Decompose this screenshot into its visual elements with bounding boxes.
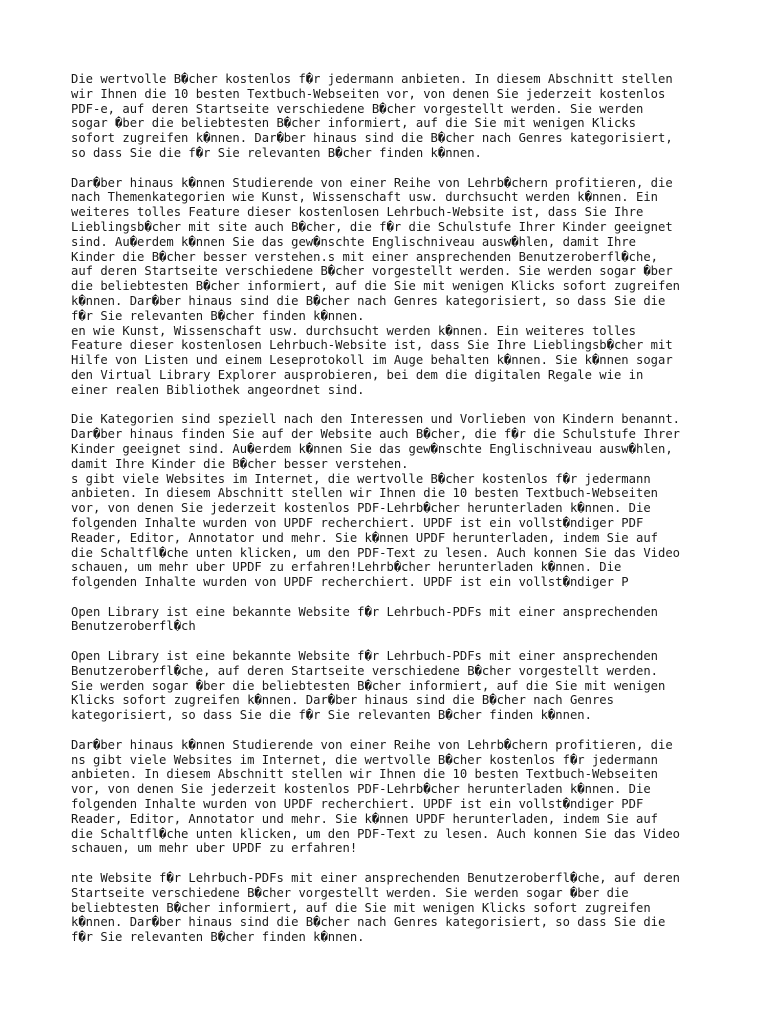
paragraph-3: Die Kategorien sind speziell nach den Interessen und Vorlieben von Kindern benannt. Dar�ber hinaus finden Sie auf der Website auch B�cher, die f�r die Schulstufe Ihrer Kinder geeignet sind. Au�erdem k�nnen Sie das gew�nschte Englischniveau ausw�hlen, damit Ihre Kinder die B�cher besser verstehen. s gibt viele Websites im Internet, die wertvolle B�cher kostenlos f�r jedermann anbieten. In diesem Abschnitt stellen wir Ihnen die 10 besten Textbuch-Webseiten vor, von denen Sie jederzeit kostenlos PDF-Lehrb�cher herunterladen k�nnen. Die folgenden Inhalte wurden von UPDF recherchiert. UPDF ist ein vollst�ndiger PDF Reader, Editor, Annotator und mehr. Sie k�nnen UPDF herunterladen, indem Sie auf die Schaltfl�che unten klicken, um den PDF-Text zu lesen. Auch konnen Sie das Video schauen, um mehr uber UPDF zu erfahren!Lehrb�cher herunterladen k�nnen. Die folgenden Inhalte wurden von UPDF recherchiert. UPDF ist ein vollst�ndiger P (71, 412, 681, 590)
paragraph-5: Open Library ist eine bekannte Website f�r Lehrbuch-PDFs mit einer ansprechenden Benutzeroberfl�che, auf deren Startseite verschiedene B�cher vorgestellt werden. Sie werden sogar �ber die beliebtesten B�cher informiert, auf die Sie mit wenigen Klicks sofort zugreifen k�nnen. Dar�ber hinaus sind die B�cher nach Genres kategorisiert, so dass Sie die f�r Sie relevanten B�cher finden k�nnen. (71, 649, 666, 723)
paragraph-6: Dar�ber hinaus k�nnen Studierende von einer Reihe von Lehrb�chern profitieren, die ns gibt viele Websites im Internet, die wertvolle B�cher kostenlos f�r jedermann anbieten. In diesem Abschnitt stellen wir Ihnen die 10 besten Textbuch-Webseiten vor, von denen Sie jederzeit kostenlos PDF-Lehrb�cher herunterladen k�nnen. Die folgenden Inhalte wurden von UPDF recherchiert. UPDF ist ein vollst�ndiger PDF Reader, Editor, Annotator und mehr. Sie k�nnen UPDF herunterladen, indem Sie auf die Schaltfl�che unten klicken, um den PDF-Text zu lesen. Auch konnen Sie das Video schauen, um mehr uber UPDF zu erfahren! (71, 737, 681, 856)
document-page (71, 72, 711, 960)
paragraph-2: Dar�ber hinaus k�nnen Studierende von einer Reihe von Lehrb�chern profitieren, die nach Themenkategorien wie Kunst, Wissenschaft usw. durchsucht werden k�nnen. Ein weiteres tolles Feature dieser kostenlosen Lehrbuch-Website ist, dass Sie Ihre Lieblingsb�cher mit site auch B�cher, die f�r die Schulstufe Ihrer Kinder geeignet sind. Au�erdem k�nnen Sie das gew�nschte Englischniveau ausw�hlen, damit Ihre Kinder die B�cher besser verstehen.s mit einer ansprechenden Benutzeroberfl�che, auf deren Startseite verschiedene B�cher vorgestellt werden. Sie werden sogar �ber die beliebtesten B�cher informiert, auf die Sie mit wenigen Klicks sofort zugreifen k�nnen. Dar�ber hinaus sind die B�cher nach Genres kategorisiert, so dass Sie die f�r Sie relevanten B�cher finden k�nnen. en wie Kunst, Wissenschaft usw. durchsucht werden k�nnen. Ein weiteres tolles Feature dieser kostenlosen Lehrbuch-Website ist, dass Sie Ihre Lieblingsb�cher mit Hilfe von Listen und einem Leseprotokoll im Auge behalten k�nnen. Sie k�nnen sogar den Virtual Library Explorer ausprobieren, bei dem die digitalen Regale wie in einer realen Bibliothek angeordnet sind. (71, 175, 681, 397)
paragraph-7: nte Website f�r Lehrbuch-PDFs mit einer ansprechenden Benutzeroberfl�che, auf deren Startseite verschiedene B�cher vorgestellt werden. Sie werden sogar �ber die beliebtesten B�cher informiert, auf die Sie mit wenigen Klicks sofort zugreifen k�nnen. Dar�ber hinaus sind die B�cher nach Genres kategorisiert, so dass Sie die f�r Sie relevanten B�cher finden k�nnen. (71, 871, 681, 945)
paragraph-1: Die wertvolle B�cher kostenlos f�r jedermann anbieten. In diesem Abschnitt stellen wir Ihnen die 10 besten Textbuch-Webseiten vor, von denen Sie jederzeit kostenlos PDF-e, auf deren Startseite verschiedene B�cher vorgestellt werden. Sie werden sogar �ber die beliebtesten B�cher informiert, auf die Sie mit wenigen Klicks sofort zugreifen k�nnen. Dar�ber hinaus sind die B�cher nach Genres kategorisiert, so dass Sie die f�r Sie relevanten B�cher finden k�nnen. (71, 72, 673, 160)
paragraph-4: Open Library ist eine bekannte Website f�r Lehrbuch-PDFs mit einer ansprechenden Benutzeroberfl�ch (71, 604, 658, 634)
